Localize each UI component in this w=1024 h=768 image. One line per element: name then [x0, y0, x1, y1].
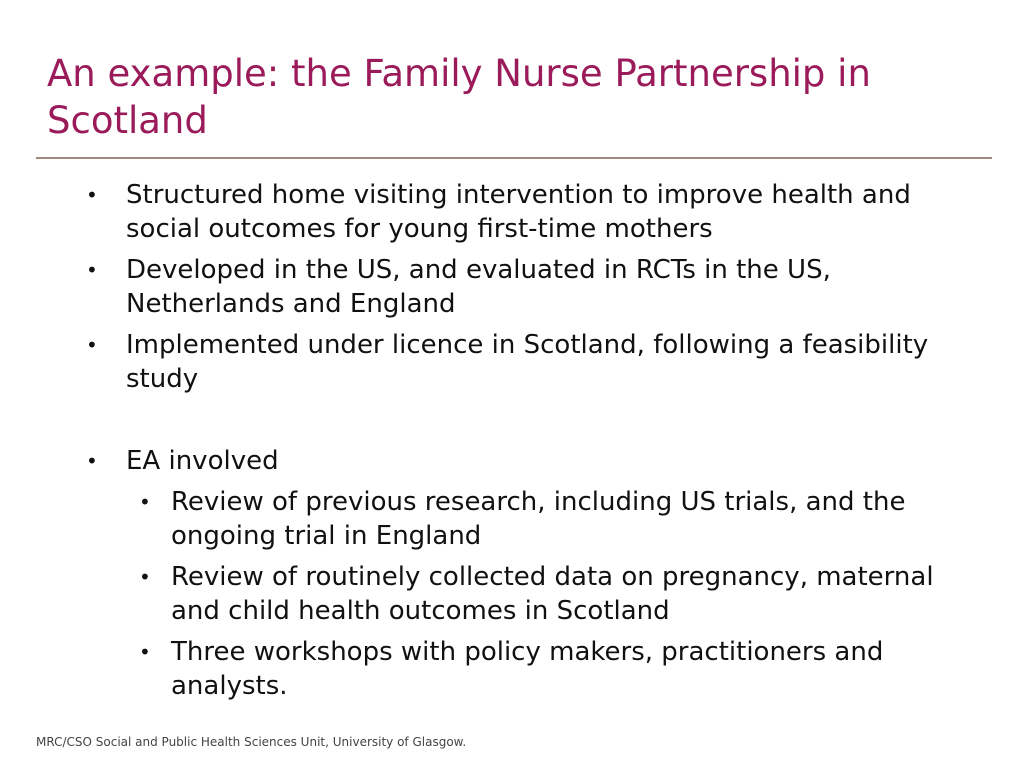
- bullet-item: [86, 253, 966, 321]
- bullet-item: [86, 328, 966, 396]
- bullet-text: EA involved: [126, 446, 279, 476]
- slide-title: An example: the Family Nurse Partnership in Scotland: [47, 52, 871, 142]
- bullet-dot-icon: •: [86, 258, 98, 282]
- bullet-text: Structured home visiting intervention to improve health and social outcomes for young first-time mothers: [126, 180, 911, 244]
- sub-bullet-item: [139, 485, 971, 553]
- sub-bullet-text: Review of previous research, including US trials, and the ongoing trial in England: [171, 487, 906, 551]
- bullet-dot-icon: •: [139, 490, 151, 514]
- bullet-text: Implemented under licence in Scotland, following a feasibility study: [126, 330, 929, 394]
- bullet-item: [86, 178, 966, 246]
- bullet-dot-icon: •: [86, 183, 98, 207]
- sub-bullet-text: Three workshops with policy makers, practitioners and analysts.: [171, 637, 884, 701]
- bullet-text: Developed in the US, and evaluated in RCTs in the US, Netherlands and England: [126, 255, 831, 319]
- bullet-item: [86, 444, 966, 478]
- bullet-dot-icon: •: [139, 640, 151, 664]
- sub-bullet-item: [139, 560, 971, 628]
- footer-text: MRC/CSO Social and Public Health Sciences Unit, University of Glasgow.: [36, 735, 467, 749]
- bullet-dot-icon: •: [86, 449, 98, 473]
- sub-bullet-text: Review of routinely collected data on pregnancy, maternal and child health outcomes in Scotland: [171, 562, 934, 626]
- bullet-dot-icon: •: [86, 333, 98, 357]
- sub-bullet-item: [139, 635, 971, 703]
- bullet-dot-icon: •: [139, 565, 151, 589]
